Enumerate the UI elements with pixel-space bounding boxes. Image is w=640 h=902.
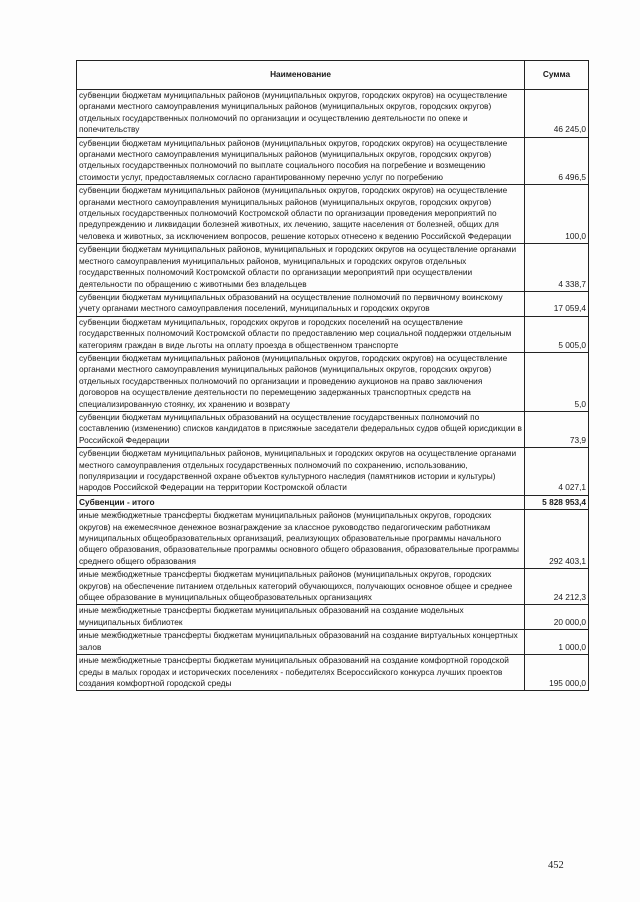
row-amount-cell: 17 059,4 bbox=[525, 291, 589, 316]
row-name-cell: субвенции бюджетам муниципальных районов (муниципальных округов, городских округов) на осуществление органами местного самоуправления муниципальных районов (муниципальных округов, городских округов) отдельных государственных полномочий по организации и проведению аукционов на право заключения договоров на осуществление деятельности по перемещению задержанных транспортных средств на специализированную стоянку, их хранению и возврату bbox=[77, 352, 525, 411]
row-amount-cell: 4 027,1 bbox=[525, 448, 589, 496]
row-amount-cell: 6 496,5 bbox=[525, 137, 589, 185]
table-row bbox=[77, 244, 589, 292]
row-amount-cell: 24 212,3 bbox=[525, 569, 589, 605]
row-amount-cell: 195 000,0 bbox=[525, 655, 589, 691]
row-name-cell: субвенции бюджетам муниципальных, городских округов и городских поселений на осуществление государственных полномочий Костромской области по предоставлению мер социальной поддержки отдельным категориям граждан в виде льготы на оплату проезда в общественном транспорте bbox=[77, 316, 525, 352]
table-row bbox=[77, 316, 589, 352]
table-row bbox=[77, 352, 589, 411]
row-name-cell: субвенции бюджетам муниципальных районов (муниципальных округов, городских округов) на осуществление органами местного самоуправления муниципальных районов (муниципальных округов, городских округов) отдельных государственных полномочий по выплате социального пособия на погребение и возмещению стоимости услуг, предоставляемых согласно гарантированному перечню услуг по погребению bbox=[77, 137, 525, 185]
table-total-row bbox=[77, 495, 589, 509]
row-amount-cell: 5 828 953,4 bbox=[525, 495, 589, 509]
row-name-cell: Субвенции - итого bbox=[77, 495, 525, 509]
row-name-cell: иные межбюджетные трансферты бюджетам муниципальных районов (муниципальных округов, городских округов) на обеспечение питанием отдельных категорий обучающихся, получающих основное общее и среднее общее образование в муниципальных общеобразовательных организациях bbox=[77, 569, 525, 605]
row-name-cell: иные межбюджетные трансферты бюджетам муниципальных образований на создание виртуальных концертных залов bbox=[77, 630, 525, 655]
row-amount-cell: 1 000,0 bbox=[525, 630, 589, 655]
row-name-cell: субвенции бюджетам муниципальных районов (муниципальных округов, городских округов) на осуществление органами местного самоуправления муниципальных районов (муниципальных округов, городских округов) отдельных государственных полномочий Костромской области по организации проведения мероприятий по предупреждению и ликвидации болезней животных, их лечению, защите населения от болезней, общих для человека и животных, за исключением вопросов, решение которых отнесено к ведению Российской Федерации bbox=[77, 185, 525, 244]
page-number: 452 bbox=[548, 860, 564, 871]
row-name-cell: иные межбюджетные трансферты бюджетам муниципальных образований на создание комфортной городской среды в малых городах и исторических поселениях - победителях Всероссийского конкурса лучших проектов создания комфортной городской среды bbox=[77, 655, 525, 691]
row-amount-cell: 46 245,0 bbox=[525, 90, 589, 138]
table-row bbox=[77, 411, 589, 447]
column-header-name: Наименование bbox=[77, 61, 525, 90]
row-name-cell: субвенции бюджетам муниципальных районов (муниципальных округов, городских округов) на осуществление органами местного самоуправления муниципальных районов (муниципальных округов, городских округов) отдельных государственных полномочий по организации и осуществлению деятельности по опеке и попечительству bbox=[77, 90, 525, 138]
table-row bbox=[77, 655, 589, 691]
table-row bbox=[77, 605, 589, 630]
table-row bbox=[77, 630, 589, 655]
table-row bbox=[77, 137, 589, 185]
table-row bbox=[77, 291, 589, 316]
row-amount-cell: 73,9 bbox=[525, 411, 589, 447]
row-amount-cell: 5,0 bbox=[525, 352, 589, 411]
table-row bbox=[77, 569, 589, 605]
row-amount-cell: 292 403,1 bbox=[525, 510, 589, 569]
row-name-cell: субвенции бюджетам муниципальных образований на осуществление полномочий по первичному воинскому учету органами местного самоуправления поселений, муниципальных и городских округов bbox=[77, 291, 525, 316]
table-body bbox=[77, 90, 589, 691]
table-row bbox=[77, 510, 589, 569]
row-name-cell: субвенции бюджетам муниципальных районов, муниципальных и городских округов на осуществление органами местного самоуправления отдельных государственных полномочий по сохранению, использованию, популяризации и государственной охране объектов культурного наследия (памятников истории и культуры) народов Российской Федерации на территории Костромской области bbox=[77, 448, 525, 496]
table-row bbox=[77, 90, 589, 138]
row-name-cell: иные межбюджетные трансферты бюджетам муниципальных районов (муниципальных округов, городских округов) на ежемесячное денежное вознаграждение за классное руководство педагогическим работникам муниципальных общеобразовательных организаций, реализующих образовательные программы начального общего образования, образовательные программы основного общего образования, образовательные программы среднего общего образования bbox=[77, 510, 525, 569]
row-name-cell: иные межбюджетные трансферты бюджетам муниципальных образований на создание модельных муниципальных библиотек bbox=[77, 605, 525, 630]
row-amount-cell: 20 000,0 bbox=[525, 605, 589, 630]
table-header-row bbox=[77, 61, 589, 90]
row-amount-cell: 4 338,7 bbox=[525, 244, 589, 292]
row-name-cell: субвенции бюджетам муниципальных районов, муниципальных и городских округов на осуществление органами местного самоуправления муниципальных районов, муниципальных и городских округов отдельных государственных полномочий Костромской области по организации мероприятий при осуществлении деятельности по обращению с животными без владельцев bbox=[77, 244, 525, 292]
row-amount-cell: 5 005,0 bbox=[525, 316, 589, 352]
budget-table bbox=[76, 60, 589, 691]
table-row bbox=[77, 448, 589, 496]
row-amount-cell: 100,0 bbox=[525, 185, 589, 244]
table-row bbox=[77, 185, 589, 244]
column-header-amount: Сумма bbox=[525, 61, 589, 90]
row-name-cell: субвенции бюджетам муниципальных образований на осуществление государственных полномочий по составлению (изменению) списков кандидатов в присяжные заседатели федеральных судов общей юрисдикции в Российской Федерации bbox=[77, 411, 525, 447]
